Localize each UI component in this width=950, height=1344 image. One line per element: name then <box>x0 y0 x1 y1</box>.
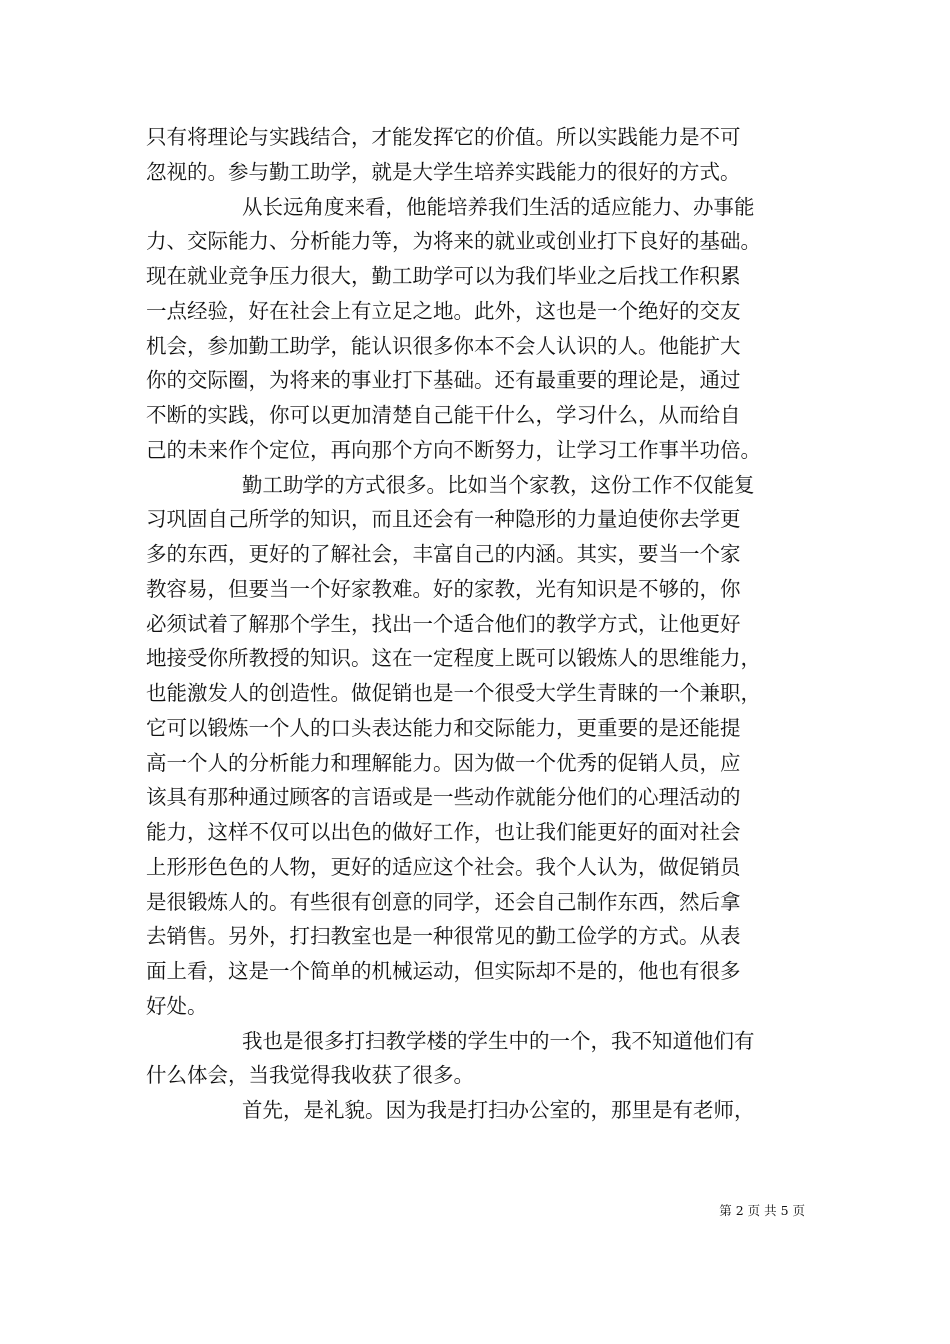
paragraph-start-line: 首先，是礼貌。因为我是打扫办公室的，那里是有老师， <box>242 1098 755 1122</box>
text-line: 能力，这样不仅可以出色的做好工作，也让我们能更好的面对社会 <box>146 820 741 844</box>
text-line: 高一个人的分析能力和理解能力。因为做一个优秀的促销人员，应 <box>146 750 741 775</box>
text-line: 习巩固自己所学的知识，而且还会有一种隐形的力量迫使你去学更 <box>146 507 741 532</box>
text-line: 地接受你所教授的知识。这在一定程度上既可以锻炼人的思维能力， <box>146 646 761 671</box>
text-line: 忽视的。参与勤工助学，就是大学生培养实践能力的很好的方式。 <box>146 159 741 184</box>
text-line: 好处。 <box>146 993 208 1018</box>
text-line: 面上看，这是一个简单的机械运动，但实际却不是的，他也有很多 <box>146 959 741 983</box>
text-line: 上形形色色的人物，更好的适应这个社会。我个人认为，做促销员 <box>146 854 741 879</box>
paragraph-start-line: 勤工助学的方式很多。比如当个家教，这份工作不仅能复 <box>242 472 755 497</box>
document-body <box>146 120 808 1128</box>
text-line: 你的交际圈，为将来的事业打下基础。还有最重要的理论是，通过 <box>146 368 741 393</box>
text-line: 己的未来作个定位，再向那个方向不断努力，让学习工作事半功倍。 <box>146 437 761 462</box>
text-line: 不断的实践，你可以更加清楚自己能干什么，学习什么，从而给自 <box>146 403 741 427</box>
text-line: 多的东西，更好的了解社会，丰富自己的内涵。其实，要当一个家 <box>146 542 741 566</box>
text-line: 只有将理论与实践结合，才能发挥它的价值。所以实践能力是不可 <box>146 125 741 149</box>
text-line: 也能激发人的创造性。做促销也是一个很受大学生青睐的一个兼职， <box>146 681 761 705</box>
text-line: 去销售。另外，打扫教室也是一种很常见的勤工俭学的方式。从表 <box>146 924 741 949</box>
text-line: 力、交际能力、分析能力等，为将来的就业或创业打下良好的基础。 <box>146 229 761 254</box>
text-line: 一点经验，好在社会上有立足之地。此外，这也是一个绝好的交友 <box>146 298 741 323</box>
text-line: 是很锻炼人的。有些很有创意的同学，还会自己制作东西，然后拿 <box>146 889 741 914</box>
paragraph-start-line: 我也是很多打扫教学楼的学生中的一个，我不知道他们有 <box>242 1028 755 1053</box>
text-line: 机会，参加勤工助学，能认识很多你本不会人认识的人。他能扩大 <box>146 333 741 358</box>
text-line: 它可以锻炼一个人的口头表达能力和交际能力，更重要的是还能提 <box>146 715 741 740</box>
text-line: 教容易，但要当一个好家教难。好的家教，光有知识是不够的，你 <box>146 576 741 601</box>
text-line: 现在就业竞争压力很大，勤工助学可以为我们毕业之后找工作积累 <box>146 264 741 288</box>
text-line: 什么体会，当我觉得我收获了很多。 <box>146 1063 474 1088</box>
paragraph-start-line: 从长远角度来看，他能培养我们生活的适应能力、办事能 <box>242 194 755 219</box>
text-line: 必须试着了解那个学生，找出一个适合他们的教学方式，让他更好 <box>146 611 741 636</box>
page-number-footer: 第 2 页 共 5 页 <box>719 1203 805 1218</box>
text-line: 该具有那种通过顾客的言语或是一些动作就能分他们的心理活动的 <box>146 785 741 810</box>
